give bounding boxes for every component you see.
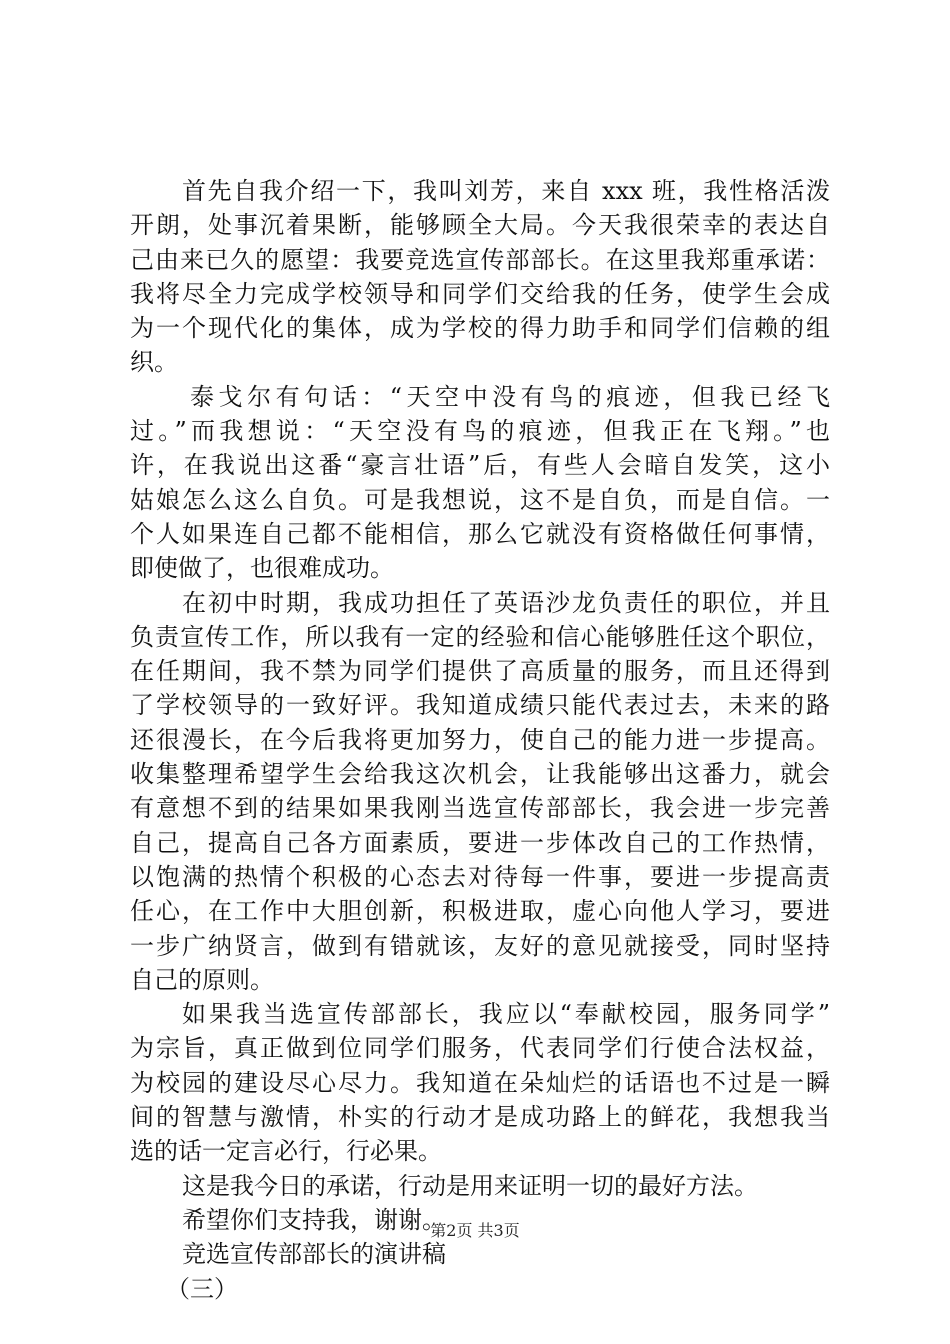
paragraph-3-line-6: 收集整理希望学生会给我这次机会，让我能够出这番力，就会 (130, 760, 830, 789)
paragraph-2-line-3: 许，在我说出这番“豪言壮语”后，有些人会暗自发笑，这小 (130, 451, 830, 480)
paragraph-3-line-9: 以饱满的热情个积极的心态去对待每一件事，要进一步提高责 (130, 862, 830, 891)
paragraph-4-line-5: 选的话一定言必行，行必果。 (130, 1137, 442, 1166)
paragraph-3-line-10: 任心，在工作中大胆创新，积极进取，虚心向他人学习，要进 (130, 897, 830, 926)
paragraph-3-line-7: 有意想不到的结果如果我刚当选宣传部部长，我会进一步完善 (130, 794, 830, 823)
paragraph-2-line-6: 即使做了，也很难成功。 (130, 554, 394, 583)
paragraph-3-line-12: 自己的原则。 (130, 965, 274, 994)
paragraph-3-line-5: 还很漫长，在今后我将更加努力，使自己的能力进一步提高。 (130, 725, 830, 754)
speech-body (130, 174, 830, 1306)
paragraph-3-line-2: 负责宣传工作，所以我有一定的经验和信心能够胜任这个职位， (130, 622, 830, 651)
paragraph-4-line-4: 间的智慧与激情，朴实的行动才是成功路上的鲜花，我想我当 (130, 1103, 830, 1132)
paragraph-1-line-3: 己由来已久的愿望：我要竞选宣传部部长。在这里我郑重承诺： (130, 245, 830, 274)
paragraph-3-line-11: 一步广纳贤言，做到有错就该，友好的意见就接受，同时坚持 (130, 931, 830, 960)
paragraph-2-line-4: 姑娘怎么这么自负。可是我想说，这不是自负，而是自信。一 (130, 485, 830, 514)
paragraph-3-line-8: 自己，提高自己各方面素质，要进一步体改自己的工作热情， (130, 828, 830, 857)
section-number: （三） (166, 1274, 238, 1303)
paragraph-1-line-5: 为一个现代化的集体，成为学校的得力助手和同学们信赖的组 (130, 314, 830, 343)
paragraph-1-line-1: 首先自我介绍一下，我叫刘芳，来自 xxx 班，我性格活泼 (182, 177, 830, 205)
paragraph-4-line-3: 为校园的建设尽心尽力。我知道在朵灿烂的话语也不过是一瞬 (130, 1068, 830, 1097)
paragraph-3-line-1: 在初中时期，我成功担任了英语沙龙负责任的职位，并且 (182, 588, 830, 617)
closing-thanks: 希望你们支持我，谢谢。 (182, 1205, 446, 1234)
paragraph-1-line-6: 织。 (130, 348, 178, 377)
paragraph-2-line-1: 泰戈尔有句话：“天空中没有鸟的痕迹，但我已经飞 (190, 382, 830, 411)
paragraph-3-line-4: 了学校领导的一致好评。我知道成绩只能代表过去，未来的路 (130, 691, 830, 720)
paragraph-1-line-2: 开朗，处事沉着果断，能够顾全大局。今天我很荣幸的表达自 (130, 211, 830, 240)
paragraph-2-line-2: 过。”而我想说：“天空没有鸟的痕迹，但我正在飞翔。”也 (130, 417, 830, 446)
next-speech-title: 竞选宣传部部长的演讲稿 (182, 1240, 446, 1269)
paragraph-1-line-4: 我将尽全力完成学校领导和同学们交给我的任务，使学生会成 (130, 279, 830, 308)
paragraph-3-line-3: 在任期间，我不禁为同学们提供了高质量的服务，而且还得到 (130, 657, 830, 686)
closing-promise: 这是我今日的承诺，行动是用来证明一切的最好方法。 (182, 1171, 758, 1200)
paragraph-4-line-1: 如果我当选宣传部部长，我应以“奉献校园，服务同学” (182, 1000, 830, 1029)
paragraph-2-line-5: 个人如果连自己都不能相信，那么它就没有资格做任何事情， (130, 519, 830, 548)
page-footer: 第2页 共3页 (430, 1221, 520, 1240)
paragraph-4-line-2: 为宗旨，真正做到位同学们服务，代表同学们行使合法权益， (130, 1034, 830, 1063)
